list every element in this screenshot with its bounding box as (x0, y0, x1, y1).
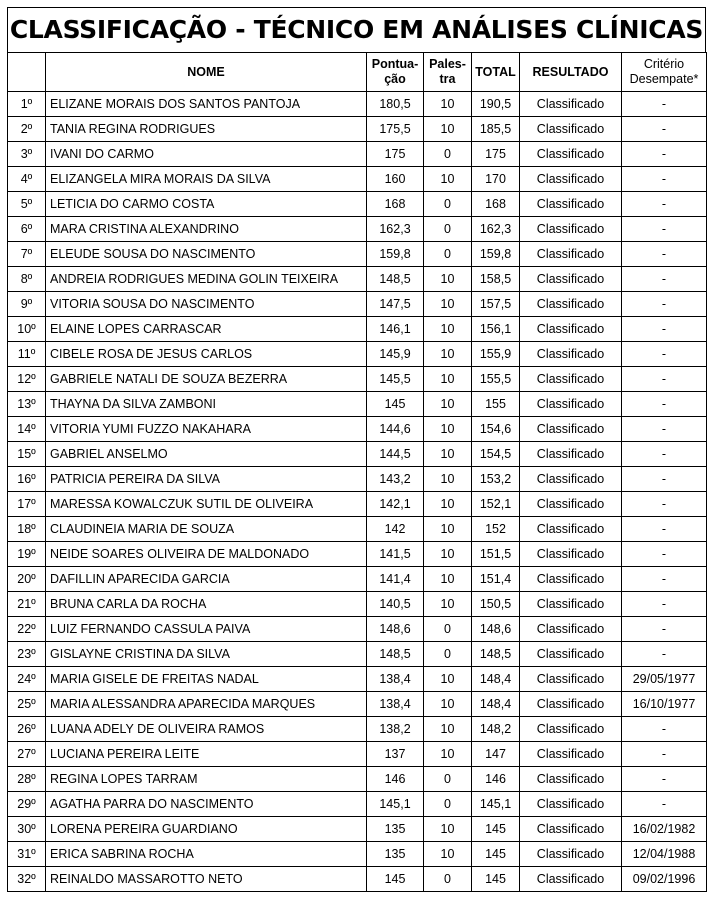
result-cell: Classificado (520, 792, 622, 817)
score-cell: 138,2 (367, 717, 424, 742)
rank-cell: 9º (8, 292, 46, 317)
score-cell: 137 (367, 742, 424, 767)
total-cell: 145 (472, 842, 520, 867)
tiebreak-cell: - (622, 367, 707, 392)
score-cell: 135 (367, 817, 424, 842)
tiebreak-cell: - (622, 292, 707, 317)
rank-cell: 15º (8, 442, 46, 467)
lecture-cell: 0 (424, 767, 472, 792)
tiebreak-cell: - (622, 592, 707, 617)
tiebreak-cell: - (622, 417, 707, 442)
table-row (8, 192, 707, 217)
name-cell: ERICA SABRINA ROCHA (46, 842, 367, 867)
rank-cell: 5º (8, 192, 46, 217)
table-row (8, 142, 707, 167)
rank-cell: 11º (8, 342, 46, 367)
result-cell: Classificado (520, 142, 622, 167)
result-cell: Classificado (520, 842, 622, 867)
table-row (8, 492, 707, 517)
lecture-cell: 10 (424, 417, 472, 442)
table-row (8, 117, 707, 142)
lecture-cell: 10 (424, 742, 472, 767)
table-row (8, 417, 707, 442)
total-cell: 185,5 (472, 117, 520, 142)
score-cell: 140,5 (367, 592, 424, 617)
header-tiebreak-line2: Desempate* (629, 72, 699, 86)
score-cell: 143,2 (367, 467, 424, 492)
tiebreak-cell: 16/10/1977 (622, 692, 707, 717)
lecture-cell: 10 (424, 467, 472, 492)
name-cell: MARA CRISTINA ALEXANDRINO (46, 217, 367, 242)
total-cell: 148,2 (472, 717, 520, 742)
score-cell: 141,4 (367, 567, 424, 592)
rank-cell: 19º (8, 542, 46, 567)
rank-cell: 14º (8, 417, 46, 442)
rank-cell: 28º (8, 767, 46, 792)
tiebreak-cell: - (622, 767, 707, 792)
result-cell: Classificado (520, 492, 622, 517)
total-cell: 152 (472, 517, 520, 542)
table-row (8, 517, 707, 542)
header-result: RESULTADO (520, 53, 622, 92)
lecture-cell: 0 (424, 217, 472, 242)
tiebreak-cell: 09/02/1996 (622, 867, 707, 892)
table-row (8, 817, 707, 842)
rank-cell: 31º (8, 842, 46, 867)
table-row (8, 542, 707, 567)
result-cell: Classificado (520, 517, 622, 542)
tiebreak-cell: - (622, 617, 707, 642)
table-row (8, 167, 707, 192)
lecture-cell: 0 (424, 867, 472, 892)
rank-cell: 22º (8, 617, 46, 642)
name-cell: LUANA ADELY DE OLIVEIRA RAMOS (46, 717, 367, 742)
name-cell: GABRIELE NATALI DE SOUZA BEZERRA (46, 367, 367, 392)
score-cell: 144,6 (367, 417, 424, 442)
result-cell: Classificado (520, 367, 622, 392)
tiebreak-cell: - (622, 192, 707, 217)
score-cell: 144,5 (367, 442, 424, 467)
lecture-cell: 10 (424, 817, 472, 842)
name-cell: REINALDO MASSAROTTO NETO (46, 867, 367, 892)
lecture-cell: 10 (424, 167, 472, 192)
score-cell: 138,4 (367, 692, 424, 717)
tiebreak-cell: - (622, 142, 707, 167)
score-cell: 145 (367, 867, 424, 892)
score-cell: 168 (367, 192, 424, 217)
rank-cell: 25º (8, 692, 46, 717)
lecture-cell: 10 (424, 367, 472, 392)
name-cell: VITORIA YUMI FUZZO NAKAHARA (46, 417, 367, 442)
score-cell: 162,3 (367, 217, 424, 242)
classification-sheet (7, 7, 706, 892)
page-title: CLASSIFICAÇÃO - TÉCNICO EM ANÁLISES CLÍNICAS (7, 7, 706, 52)
name-cell: NEIDE SOARES OLIVEIRA DE MALDONADO (46, 542, 367, 567)
result-cell: Classificado (520, 867, 622, 892)
tiebreak-cell: 29/05/1977 (622, 667, 707, 692)
result-cell: Classificado (520, 217, 622, 242)
score-cell: 175 (367, 142, 424, 167)
result-cell: Classificado (520, 267, 622, 292)
score-cell: 146 (367, 767, 424, 792)
header-score-line1: Pontua- (371, 57, 419, 71)
lecture-cell: 10 (424, 542, 472, 567)
rank-cell: 6º (8, 217, 46, 242)
score-cell: 147,5 (367, 292, 424, 317)
name-cell: PATRICIA PEREIRA DA SILVA (46, 467, 367, 492)
result-cell: Classificado (520, 417, 622, 442)
score-cell: 142 (367, 517, 424, 542)
total-cell: 154,6 (472, 417, 520, 442)
result-cell: Classificado (520, 642, 622, 667)
total-cell: 148,5 (472, 642, 520, 667)
rank-cell: 24º (8, 667, 46, 692)
tiebreak-cell: - (622, 717, 707, 742)
lecture-cell: 0 (424, 617, 472, 642)
rank-cell: 2º (8, 117, 46, 142)
score-cell: 145,5 (367, 367, 424, 392)
lecture-cell: 10 (424, 667, 472, 692)
table-row (8, 392, 707, 417)
rank-cell: 7º (8, 242, 46, 267)
total-cell: 155,5 (472, 367, 520, 392)
tiebreak-cell: - (622, 467, 707, 492)
rank-cell: 27º (8, 742, 46, 767)
lecture-cell: 10 (424, 567, 472, 592)
result-cell: Classificado (520, 167, 622, 192)
result-cell: Classificado (520, 192, 622, 217)
lecture-cell: 10 (424, 592, 472, 617)
name-cell: THAYNA DA SILVA ZAMBONI (46, 392, 367, 417)
table-row (8, 267, 707, 292)
total-cell: 162,3 (472, 217, 520, 242)
tiebreak-cell: - (622, 342, 707, 367)
table-row (8, 867, 707, 892)
header-name: NOME (46, 53, 367, 92)
name-cell: AGATHA PARRA DO NASCIMENTO (46, 792, 367, 817)
table-row (8, 567, 707, 592)
table-row (8, 692, 707, 717)
table-row (8, 242, 707, 267)
lecture-cell: 10 (424, 842, 472, 867)
total-cell: 154,5 (472, 442, 520, 467)
tiebreak-cell: - (622, 92, 707, 117)
lecture-cell: 10 (424, 117, 472, 142)
tiebreak-cell: - (622, 167, 707, 192)
table-row (8, 317, 707, 342)
total-cell: 170 (472, 167, 520, 192)
result-cell: Classificado (520, 567, 622, 592)
score-cell: 145 (367, 392, 424, 417)
rank-cell: 1º (8, 92, 46, 117)
name-cell: ELAINE LOPES CARRASCAR (46, 317, 367, 342)
name-cell: DAFILLIN APARECIDA GARCIA (46, 567, 367, 592)
result-cell: Classificado (520, 117, 622, 142)
score-cell: 138,4 (367, 667, 424, 692)
name-cell: BRUNA CARLA DA ROCHA (46, 592, 367, 617)
name-cell: GISLAYNE CRISTINA DA SILVA (46, 642, 367, 667)
lecture-cell: 10 (424, 517, 472, 542)
tiebreak-cell: - (622, 267, 707, 292)
tiebreak-cell: - (622, 642, 707, 667)
table-row (8, 617, 707, 642)
table-row (8, 842, 707, 867)
result-cell: Classificado (520, 817, 622, 842)
lecture-cell: 0 (424, 192, 472, 217)
rank-cell: 17º (8, 492, 46, 517)
tiebreak-cell: - (622, 742, 707, 767)
rank-cell: 23º (8, 642, 46, 667)
rank-cell: 12º (8, 367, 46, 392)
lecture-cell: 0 (424, 142, 472, 167)
rank-cell: 10º (8, 317, 46, 342)
score-cell: 142,1 (367, 492, 424, 517)
table-row (8, 792, 707, 817)
tiebreak-cell: - (622, 217, 707, 242)
total-cell: 145 (472, 817, 520, 842)
table-row (8, 292, 707, 317)
header-lecture-line2: tra (439, 72, 456, 86)
score-cell: 148,5 (367, 267, 424, 292)
tiebreak-cell: 12/04/1988 (622, 842, 707, 867)
rank-cell: 13º (8, 392, 46, 417)
result-cell: Classificado (520, 392, 622, 417)
header-tiebreak-line1: Critério (643, 57, 685, 71)
tiebreak-cell: - (622, 392, 707, 417)
name-cell: TANIA REGINA RODRIGUES (46, 117, 367, 142)
result-cell: Classificado (520, 442, 622, 467)
total-cell: 157,5 (472, 292, 520, 317)
result-cell: Classificado (520, 742, 622, 767)
result-cell: Classificado (520, 92, 622, 117)
score-cell: 146,1 (367, 317, 424, 342)
total-cell: 150,5 (472, 592, 520, 617)
table-row (8, 667, 707, 692)
tiebreak-cell: - (622, 517, 707, 542)
lecture-cell: 0 (424, 792, 472, 817)
classification-table (7, 52, 707, 892)
lecture-cell: 10 (424, 267, 472, 292)
total-cell: 145,1 (472, 792, 520, 817)
rank-cell: 29º (8, 792, 46, 817)
table-row (8, 642, 707, 667)
header-tiebreak (622, 53, 707, 92)
total-cell: 190,5 (472, 92, 520, 117)
header-score-line2: ção (384, 72, 406, 86)
rank-cell: 18º (8, 517, 46, 542)
result-cell: Classificado (520, 467, 622, 492)
name-cell: GABRIEL ANSELMO (46, 442, 367, 467)
total-cell: 148,6 (472, 617, 520, 642)
total-cell: 151,4 (472, 567, 520, 592)
table-row (8, 717, 707, 742)
score-cell: 159,8 (367, 242, 424, 267)
tiebreak-cell: - (622, 242, 707, 267)
name-cell: MARESSA KOWALCZUK SUTIL DE OLIVEIRA (46, 492, 367, 517)
total-cell: 155 (472, 392, 520, 417)
table-row (8, 442, 707, 467)
tiebreak-cell: - (622, 492, 707, 517)
name-cell: VITORIA SOUSA DO NASCIMENTO (46, 292, 367, 317)
table-row (8, 92, 707, 117)
table-row (8, 742, 707, 767)
name-cell: ELIZANGELA MIRA MORAIS DA SILVA (46, 167, 367, 192)
lecture-cell: 10 (424, 342, 472, 367)
table-row (8, 767, 707, 792)
result-cell: Classificado (520, 617, 622, 642)
rank-cell: 20º (8, 567, 46, 592)
lecture-cell: 10 (424, 717, 472, 742)
tiebreak-cell: - (622, 542, 707, 567)
tiebreak-cell: 16/02/1982 (622, 817, 707, 842)
rank-cell: 32º (8, 867, 46, 892)
table-row (8, 467, 707, 492)
name-cell: CLAUDINEIA MARIA DE SOUZA (46, 517, 367, 542)
result-cell: Classificado (520, 242, 622, 267)
rank-cell: 16º (8, 467, 46, 492)
total-cell: 152,1 (472, 492, 520, 517)
rank-cell: 3º (8, 142, 46, 167)
total-cell: 148,4 (472, 667, 520, 692)
tiebreak-cell: - (622, 567, 707, 592)
lecture-cell: 10 (424, 92, 472, 117)
name-cell: CIBELE ROSA DE JESUS CARLOS (46, 342, 367, 367)
result-cell: Classificado (520, 292, 622, 317)
lecture-cell: 10 (424, 492, 472, 517)
result-cell: Classificado (520, 342, 622, 367)
result-cell: Classificado (520, 767, 622, 792)
total-cell: 147 (472, 742, 520, 767)
result-cell: Classificado (520, 542, 622, 567)
header-lecture-line1: Pales- (429, 57, 466, 71)
total-cell: 153,2 (472, 467, 520, 492)
lecture-cell: 10 (424, 292, 472, 317)
header-score (367, 53, 424, 92)
name-cell: REGINA LOPES TARRAM (46, 767, 367, 792)
result-cell: Classificado (520, 692, 622, 717)
score-cell: 145,1 (367, 792, 424, 817)
header-lecture (424, 53, 472, 92)
name-cell: ELEUDE SOUSA DO NASCIMENTO (46, 242, 367, 267)
total-cell: 156,1 (472, 317, 520, 342)
rank-cell: 8º (8, 267, 46, 292)
total-cell: 155,9 (472, 342, 520, 367)
result-cell: Classificado (520, 717, 622, 742)
lecture-cell: 10 (424, 392, 472, 417)
table-header-row (8, 53, 707, 92)
result-cell: Classificado (520, 317, 622, 342)
name-cell: MARIA ALESSANDRA APARECIDA MARQUES (46, 692, 367, 717)
score-cell: 180,5 (367, 92, 424, 117)
tiebreak-cell: - (622, 117, 707, 142)
table-row (8, 592, 707, 617)
result-cell: Classificado (520, 592, 622, 617)
tiebreak-cell: - (622, 317, 707, 342)
total-cell: 168 (472, 192, 520, 217)
lecture-cell: 0 (424, 242, 472, 267)
rank-cell: 4º (8, 167, 46, 192)
total-cell: 151,5 (472, 542, 520, 567)
rank-cell: 21º (8, 592, 46, 617)
name-cell: LETICIA DO CARMO COSTA (46, 192, 367, 217)
score-cell: 148,5 (367, 642, 424, 667)
table-row (8, 367, 707, 392)
score-cell: 160 (367, 167, 424, 192)
lecture-cell: 10 (424, 442, 472, 467)
name-cell: LUCIANA PEREIRA LEITE (46, 742, 367, 767)
rank-cell: 30º (8, 817, 46, 842)
total-cell: 148,4 (472, 692, 520, 717)
result-cell: Classificado (520, 667, 622, 692)
score-cell: 135 (367, 842, 424, 867)
total-cell: 159,8 (472, 242, 520, 267)
score-cell: 145,9 (367, 342, 424, 367)
lecture-cell: 0 (424, 642, 472, 667)
total-cell: 145 (472, 867, 520, 892)
name-cell: MARIA GISELE DE FREITAS NADAL (46, 667, 367, 692)
lecture-cell: 10 (424, 317, 472, 342)
name-cell: ELIZANE MORAIS DOS SANTOS PANTOJA (46, 92, 367, 117)
score-cell: 141,5 (367, 542, 424, 567)
score-cell: 148,6 (367, 617, 424, 642)
header-rank (8, 53, 46, 92)
name-cell: LORENA PEREIRA GUARDIANO (46, 817, 367, 842)
name-cell: IVANI DO CARMO (46, 142, 367, 167)
table-row (8, 217, 707, 242)
table-row (8, 342, 707, 367)
score-cell: 175,5 (367, 117, 424, 142)
tiebreak-cell: - (622, 792, 707, 817)
name-cell: ANDREIA RODRIGUES MEDINA GOLIN TEIXEIRA (46, 267, 367, 292)
header-total: TOTAL (472, 53, 520, 92)
name-cell: LUIZ FERNANDO CASSULA PAIVA (46, 617, 367, 642)
total-cell: 158,5 (472, 267, 520, 292)
rank-cell: 26º (8, 717, 46, 742)
lecture-cell: 10 (424, 692, 472, 717)
tiebreak-cell: - (622, 442, 707, 467)
total-cell: 175 (472, 142, 520, 167)
total-cell: 146 (472, 767, 520, 792)
